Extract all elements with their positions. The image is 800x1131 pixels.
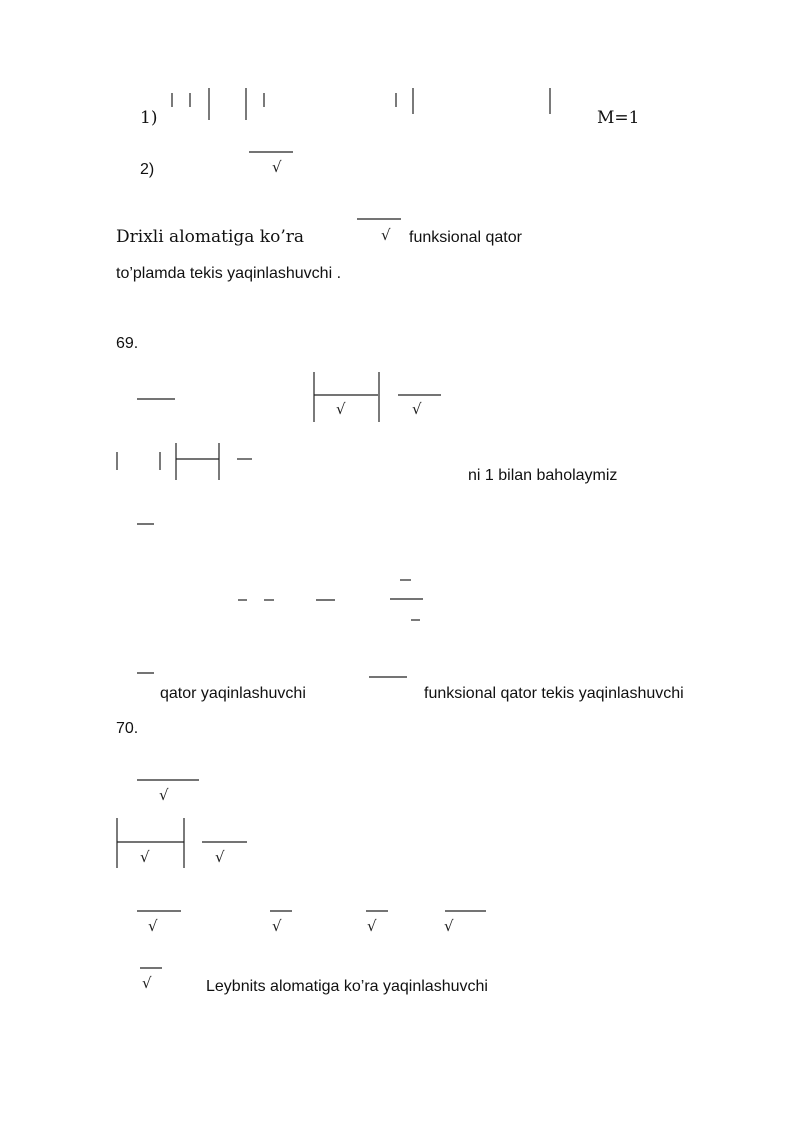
item1-number: 1) xyxy=(140,108,158,128)
drixli-line2: to’plamda tekis yaqinlashuvchi . xyxy=(116,265,342,282)
sqrt-sign: √ xyxy=(412,400,422,418)
sqrt-sign: √ xyxy=(159,786,169,804)
drixli-prefix: Drixli alomatiga ko’ra xyxy=(116,227,305,247)
problem69-baholash: ni 1 bilan baholaymiz xyxy=(468,467,618,484)
drixli-suffix: funksional qator xyxy=(409,229,522,246)
sqrt-sign: √ xyxy=(272,158,282,176)
problem70-number: 70. xyxy=(116,720,139,737)
problem69-qator: qator yaqinlashuvchi xyxy=(160,685,306,702)
problem70-leybnits: Leybnits alomatiga ko’ra yaqinlashuvchi xyxy=(206,978,488,995)
sqrt-sign: √ xyxy=(272,917,282,935)
item1-equation: M=1 xyxy=(597,108,640,128)
sqrt-sign: √ xyxy=(381,226,391,244)
sqrt-sign: √ xyxy=(367,917,377,935)
sqrt-sign: √ xyxy=(336,400,346,418)
sqrt-sign: √ xyxy=(215,848,225,866)
problem69-number: 69. xyxy=(116,335,139,352)
sqrt-sign: √ xyxy=(140,848,150,866)
item2-number: 2) xyxy=(140,161,155,178)
sqrt-sign: √ xyxy=(148,917,158,935)
sqrt-sign: √ xyxy=(444,917,454,935)
problem69-tekis: funksional qator tekis yaqinlashuvchi xyxy=(424,685,684,702)
sqrt-sign: √ xyxy=(142,974,152,992)
